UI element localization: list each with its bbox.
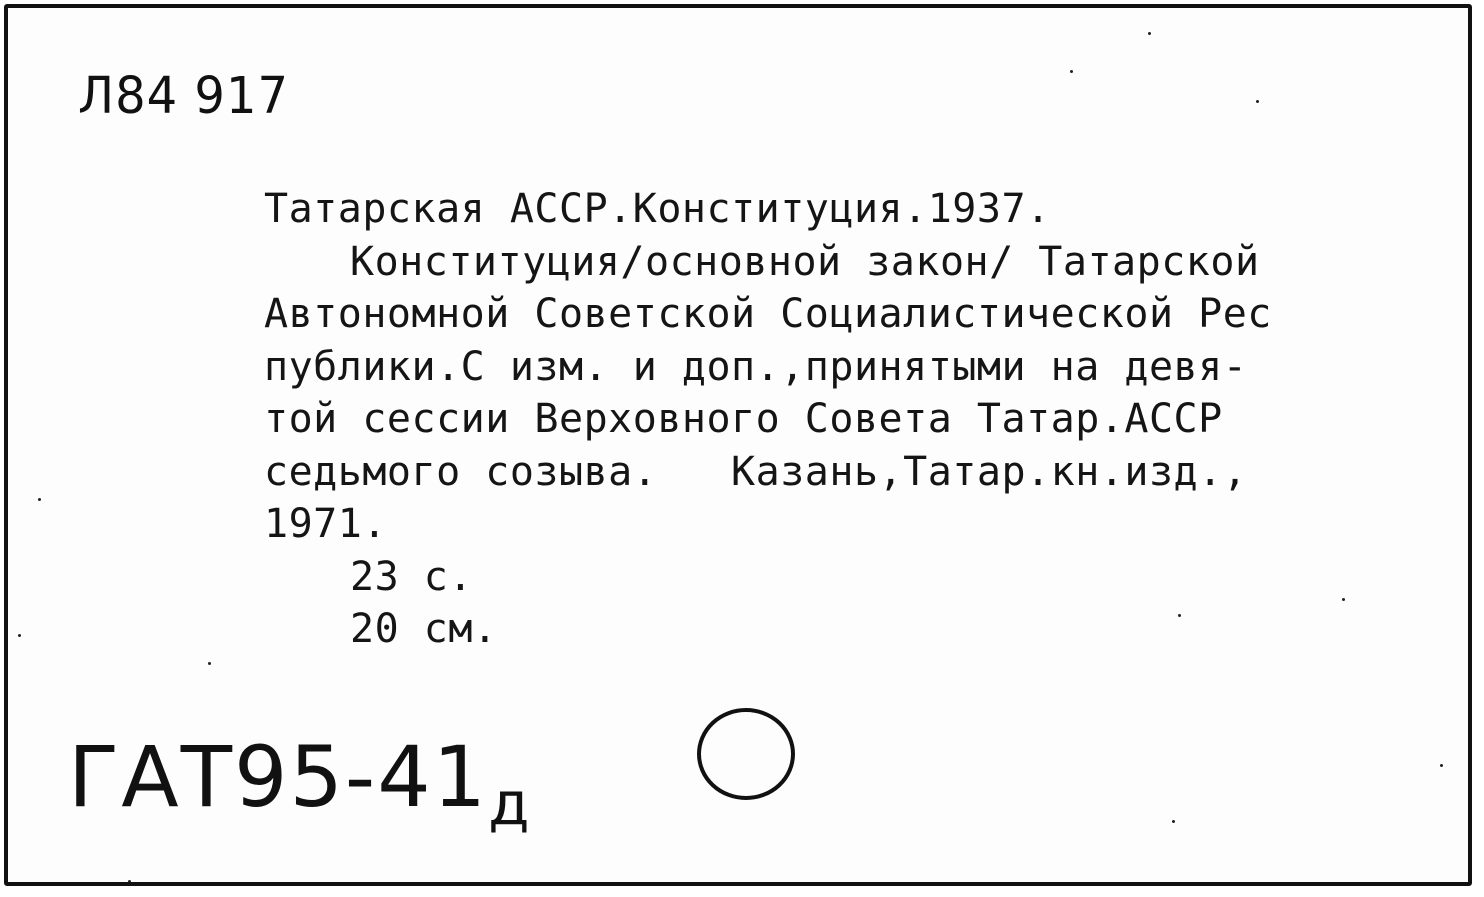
accession-number-suffix: д: [488, 769, 530, 839]
accession-number-main: ГАТ95-41: [68, 728, 489, 826]
dust-speck: [208, 662, 211, 665]
dust-speck: [1070, 70, 1073, 73]
dust-speck: [1178, 614, 1181, 617]
punch-hole-circle-icon: [694, 705, 798, 803]
dust-speck: [38, 498, 41, 501]
dust-speck: [1342, 598, 1345, 601]
dust-speck: [128, 880, 131, 883]
record-line-size: 20 см.: [350, 606, 498, 652]
dust-speck: [18, 634, 21, 637]
record-line-imprint: седьмого созыва. Казань,Татар.кн.изд.,: [264, 448, 1248, 495]
dust-speck: [1256, 100, 1259, 103]
bibliographic-record: [264, 183, 1464, 656]
catalog-card: [4, 4, 1472, 886]
record-line-pages: 23 с.: [350, 553, 473, 600]
record-line-heading: Татарская АССР.Конституция.1937.: [264, 186, 1051, 232]
call-number: Л84 917: [78, 66, 290, 126]
record-line-title-cont: публики.С изм. и доп.,принятыми на девя-: [264, 343, 1248, 390]
record-line-title-cont: Автономной Советской Социалистической Рес: [264, 291, 1272, 337]
dust-speck: [1172, 820, 1175, 823]
record-line-title-cont: той сессии Верховного Совета Татар.АССР: [264, 396, 1223, 442]
dust-speck: [1148, 32, 1151, 35]
record-line-year: 1971.: [264, 501, 387, 547]
record-line-title: Конституция/основной закон/ Татарской: [350, 238, 1260, 285]
dust-speck: [1440, 764, 1443, 767]
accession-number: [68, 728, 530, 839]
